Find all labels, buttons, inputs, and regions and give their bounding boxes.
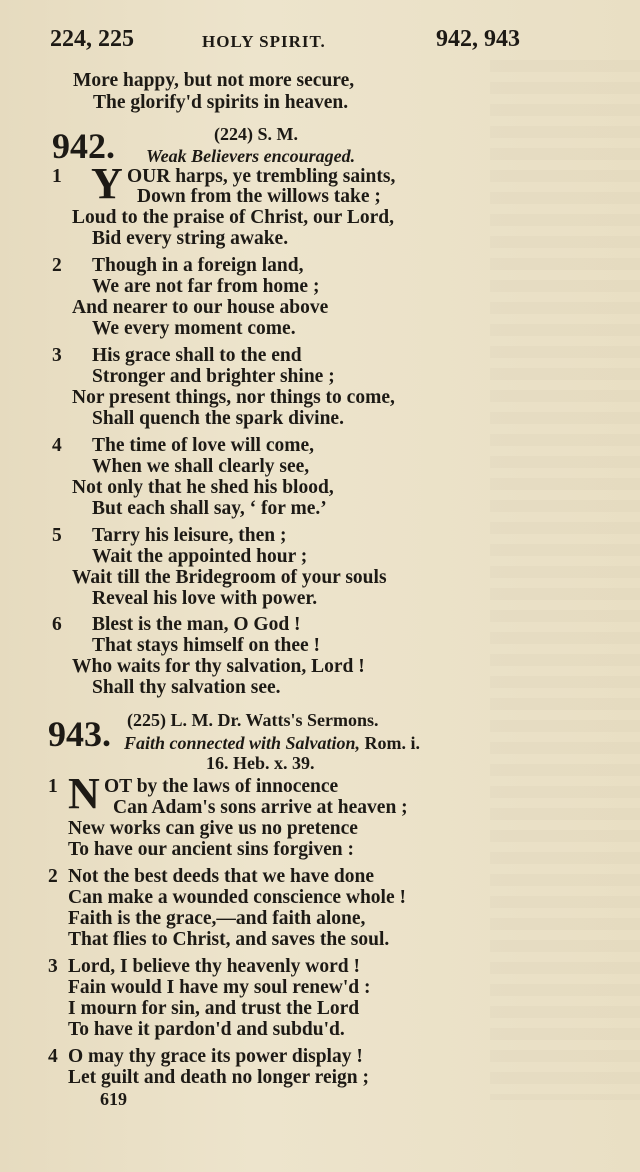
running-head — [50, 26, 520, 56]
verse-line: Can make a wounded conscience whole ! — [68, 887, 407, 908]
verse-number: 1 — [52, 166, 62, 187]
verse-line: Tarry his leisure, then ; — [92, 525, 287, 546]
verse-line: OUR harps, ye trembling saints, — [127, 166, 396, 187]
carryover-line: The glorify'd spirits in heaven. — [93, 92, 349, 113]
header-hymn-range-right: 942, 943 — [436, 26, 520, 52]
carryover-line: More happy, but not more secure, — [73, 70, 355, 91]
verse-line: Who waits for thy salvation, Lord ! — [72, 656, 365, 677]
drop-cap: Y — [91, 159, 123, 208]
hymn-subtitle — [124, 733, 420, 754]
verse-line: That flies to Christ, and saves the soul. — [68, 929, 390, 950]
verse-line: The time of love will come, — [92, 435, 315, 456]
verse-line: Bid every string awake. — [92, 228, 289, 249]
verse-number: 1 — [48, 776, 58, 797]
verse-number: 5 — [52, 525, 62, 546]
drop-cap: N — [68, 769, 100, 818]
verse-line: OT by the laws of innocence — [104, 776, 339, 797]
verse-number: 3 — [48, 956, 58, 977]
verse-number: 6 — [52, 614, 62, 635]
verse-number: 2 — [48, 866, 58, 887]
hymn-meta: (224) S. M. — [214, 124, 298, 144]
verse-line: New works can give us no pretence — [68, 818, 358, 839]
scripture-reference: Rom. i. — [360, 733, 421, 753]
verse-line: We every moment come. — [92, 318, 296, 339]
verse-line: His grace shall to the end — [92, 345, 302, 366]
verse-line: Lord, I believe thy heavenly word ! — [68, 956, 360, 977]
verse-line: I mourn for sin, and trust the Lord — [68, 998, 360, 1019]
verse-line: Let guilt and death no longer reign ; — [68, 1067, 370, 1088]
verse-line: When we shall clearly see, — [92, 456, 310, 477]
hymn-number: 943. — [48, 714, 111, 754]
verse-line: Wait the appointed hour ; — [92, 546, 308, 567]
verse-number: 2 — [52, 255, 62, 276]
hymn-subtitle-title: Faith connected with Salvation, — [124, 733, 361, 753]
verse-line: Not only that he shed his blood, — [72, 477, 334, 498]
verse-line: Faith is the grace,—and faith alone, — [68, 908, 366, 929]
verse-line: Stronger and brighter shine ; — [92, 366, 335, 387]
hymn-meta: (225) L. M. Dr. Watts's Sermons. — [127, 710, 379, 730]
verse-line: Shall thy salvation see. — [92, 677, 281, 698]
verse-number: 4 — [52, 435, 62, 456]
verse-line: We are not far from home ; — [92, 276, 320, 297]
verse-line: Not the best deeds that we have done — [68, 866, 375, 887]
verse-line: To have our ancient sins forgiven : — [68, 839, 355, 860]
verse-line: That stays himself on thee ! — [92, 635, 321, 656]
verse-line: Nor present things, nor things to come, — [72, 387, 395, 408]
verse-line: Blest is the man, O God ! — [92, 614, 301, 635]
hymn-subtitle: Weak Believers encouraged. — [146, 146, 356, 166]
header-hymn-range-left: 224, 225 — [50, 26, 134, 52]
verse-line: Fain would I have my soul renew'd : — [68, 977, 371, 998]
header-section-title: HOLY SPIRIT. — [202, 32, 326, 51]
show-through-texture — [490, 60, 640, 1100]
verse-line: Shall quench the spark divine. — [92, 408, 344, 429]
verse-line: Down from the willows take ; — [137, 186, 381, 207]
scripture-reference-continued: 16. Heb. x. 39. — [206, 753, 315, 773]
verse-line: Loud to the praise of Christ, our Lord, — [72, 207, 394, 228]
verse-line: Wait till the Bridegroom of your souls — [72, 567, 387, 588]
verse-line: And nearer to our house above — [72, 297, 329, 318]
verse-line: Though in a foreign land, — [92, 255, 304, 276]
verse-line: O may thy grace its power display ! — [68, 1046, 363, 1067]
verse-number: 3 — [52, 345, 62, 366]
verse-line: To have it pardon'd and subdu'd. — [68, 1019, 345, 1040]
verse-line: Can Adam's sons arrive at heaven ; — [113, 797, 408, 818]
verse-line: But each shall say, ‘ for me.’ — [92, 498, 327, 519]
verse-number: 4 — [48, 1046, 58, 1067]
verse-line: Reveal his love with power. — [92, 588, 318, 609]
page-number: 619 — [100, 1089, 127, 1109]
hymn-number: 942. — [52, 126, 115, 166]
